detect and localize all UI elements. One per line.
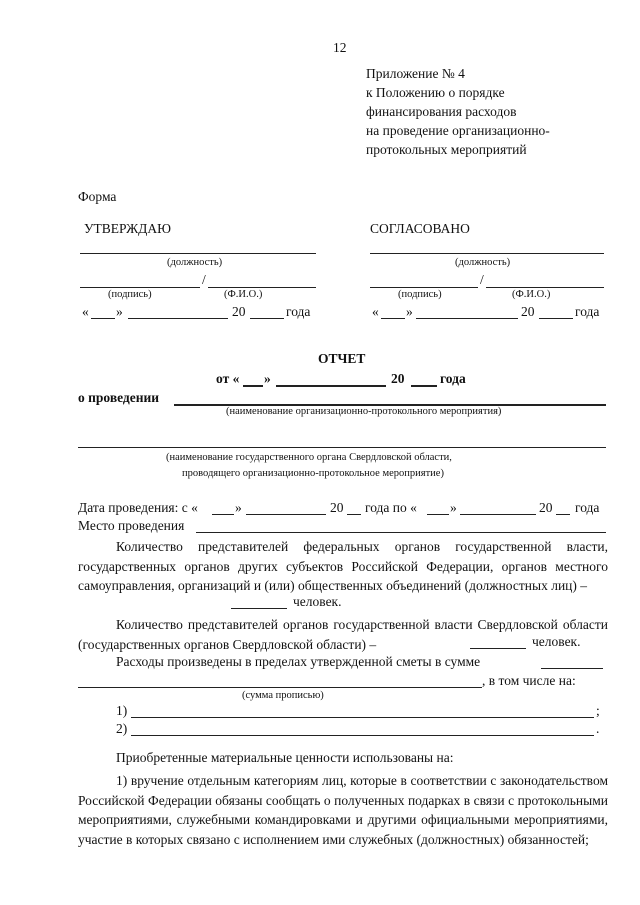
item-end: .: [596, 721, 600, 736]
including-text: , в том числе на:: [482, 673, 576, 688]
approve-heading: УТВЕРЖДАЮ: [84, 221, 172, 236]
month-line: [460, 514, 536, 515]
federal-unit: человек.: [293, 594, 342, 609]
slash: /: [480, 272, 484, 287]
year-prefix: 20: [521, 304, 535, 319]
date-open: «: [372, 304, 379, 319]
position-line: [370, 253, 604, 254]
item-number: 2): [116, 721, 128, 736]
position-caption: (должность): [167, 257, 223, 268]
expenses-text: Расходы произведены в пределах утвержденной сметы в сумме: [116, 654, 481, 669]
item-line: [131, 735, 594, 736]
amount-line: [541, 668, 603, 669]
name-caption: (Ф.И.О.): [224, 289, 263, 300]
sum-caption: (сумма прописью): [242, 690, 324, 701]
day-line: [91, 318, 115, 319]
signature-caption: (подпись): [108, 289, 152, 300]
about-label: о проведении: [78, 390, 160, 405]
year-prefix: 20: [539, 500, 553, 515]
amount-words-line: [78, 687, 482, 688]
year-prefix: 20: [330, 500, 344, 515]
date-close: »: [116, 304, 123, 319]
day-line: [243, 385, 263, 387]
agree-heading: СОГЛАСОВАНО: [370, 221, 470, 236]
year-prefix: 20: [391, 371, 405, 386]
date-close: »: [406, 304, 413, 319]
signature-line: [370, 287, 478, 288]
org-caption-2: проводящего организационно-протокольное мероприятие): [182, 468, 444, 479]
appendix-line: финансирования расходов: [366, 104, 517, 119]
year-word: года: [575, 500, 600, 515]
position-line: [80, 253, 316, 254]
place-line: [196, 532, 606, 533]
place-label: Место проведения: [78, 518, 185, 533]
regional-reps-text: Количество представителей органов государственной власти Свердловской области (государственных органов Свердловской области) –: [78, 617, 608, 652]
year-line: [347, 514, 361, 515]
name-caption: (Ф.И.О.): [512, 289, 551, 300]
acquired-text: Приобретенные материальные ценности использованы на:: [116, 750, 454, 765]
regional-unit: человек.: [532, 634, 581, 649]
month-line: [246, 514, 326, 515]
usage-paragraph: [78, 771, 608, 871]
signature-caption: (подпись): [398, 289, 442, 300]
close-quote: »: [235, 500, 242, 515]
held-label: Дата проведения: с «: [78, 500, 198, 515]
month-line: [128, 318, 228, 319]
page-number: 12: [333, 40, 347, 55]
federal-reps-paragraph: [78, 537, 608, 617]
year-line: [539, 318, 573, 319]
regional-reps-paragraph: [78, 615, 608, 655]
day-line: [381, 318, 405, 319]
event-caption: (наименование организационно-протокольного мероприятия): [226, 406, 502, 417]
item-line: [131, 717, 594, 718]
name-line: [486, 287, 604, 288]
year-prefix: 20: [232, 304, 246, 319]
usage-1-text: 1) вручение отдельным категориям лиц, которые в соответствии с законодательством Российской Федерации обязаны сообщать о полученных подарках в связи с протокольными мероприятиями, служебными командировками и другими официальными мероприятиями, участие в которых связано с исполнением ими служебных (должностных) обязанностей;: [78, 773, 608, 847]
year-line: [556, 514, 570, 515]
month-line: [416, 318, 518, 319]
federal-count-line: [231, 608, 287, 609]
item-number: 1): [116, 703, 128, 718]
signature-line: [80, 287, 200, 288]
year-line: [411, 385, 437, 387]
day-line: [212, 514, 234, 515]
appendix-line: на проведение организационно-: [366, 123, 550, 138]
report-date-close: »: [264, 371, 271, 386]
date-open: «: [82, 304, 89, 319]
name-line: [208, 287, 316, 288]
till-label: года по «: [365, 500, 417, 515]
form-label: Форма: [78, 189, 117, 204]
org-caption-1: (наименование государственного органа Свердловской области,: [166, 452, 452, 463]
year-suffix: года: [440, 371, 466, 386]
year-suffix: года: [575, 304, 600, 319]
year-suffix: года: [286, 304, 311, 319]
appendix-line: к Положению о порядке: [366, 85, 505, 100]
item-end: ;: [596, 703, 600, 718]
year-line: [250, 318, 284, 319]
report-title: ОТЧЕТ: [318, 351, 366, 366]
close-quote: »: [450, 500, 457, 515]
report-date-prefix: от «: [216, 371, 240, 386]
appendix-line: Приложение № 4: [366, 66, 465, 81]
month-line: [276, 385, 386, 387]
slash: /: [202, 272, 206, 287]
org-name-line: [78, 447, 606, 448]
regional-count-line: [470, 648, 526, 649]
day-line: [427, 514, 449, 515]
federal-reps-text: Количество представителей федеральных органов государственной власти, государственных органов других субъектов Российской Федерации, органов местного самоуправления, организаций и (или) общественных объединений (должностных лиц) –: [78, 539, 608, 594]
appendix-line: протокольных мероприятий: [366, 142, 527, 157]
position-caption: (должность): [455, 257, 511, 268]
